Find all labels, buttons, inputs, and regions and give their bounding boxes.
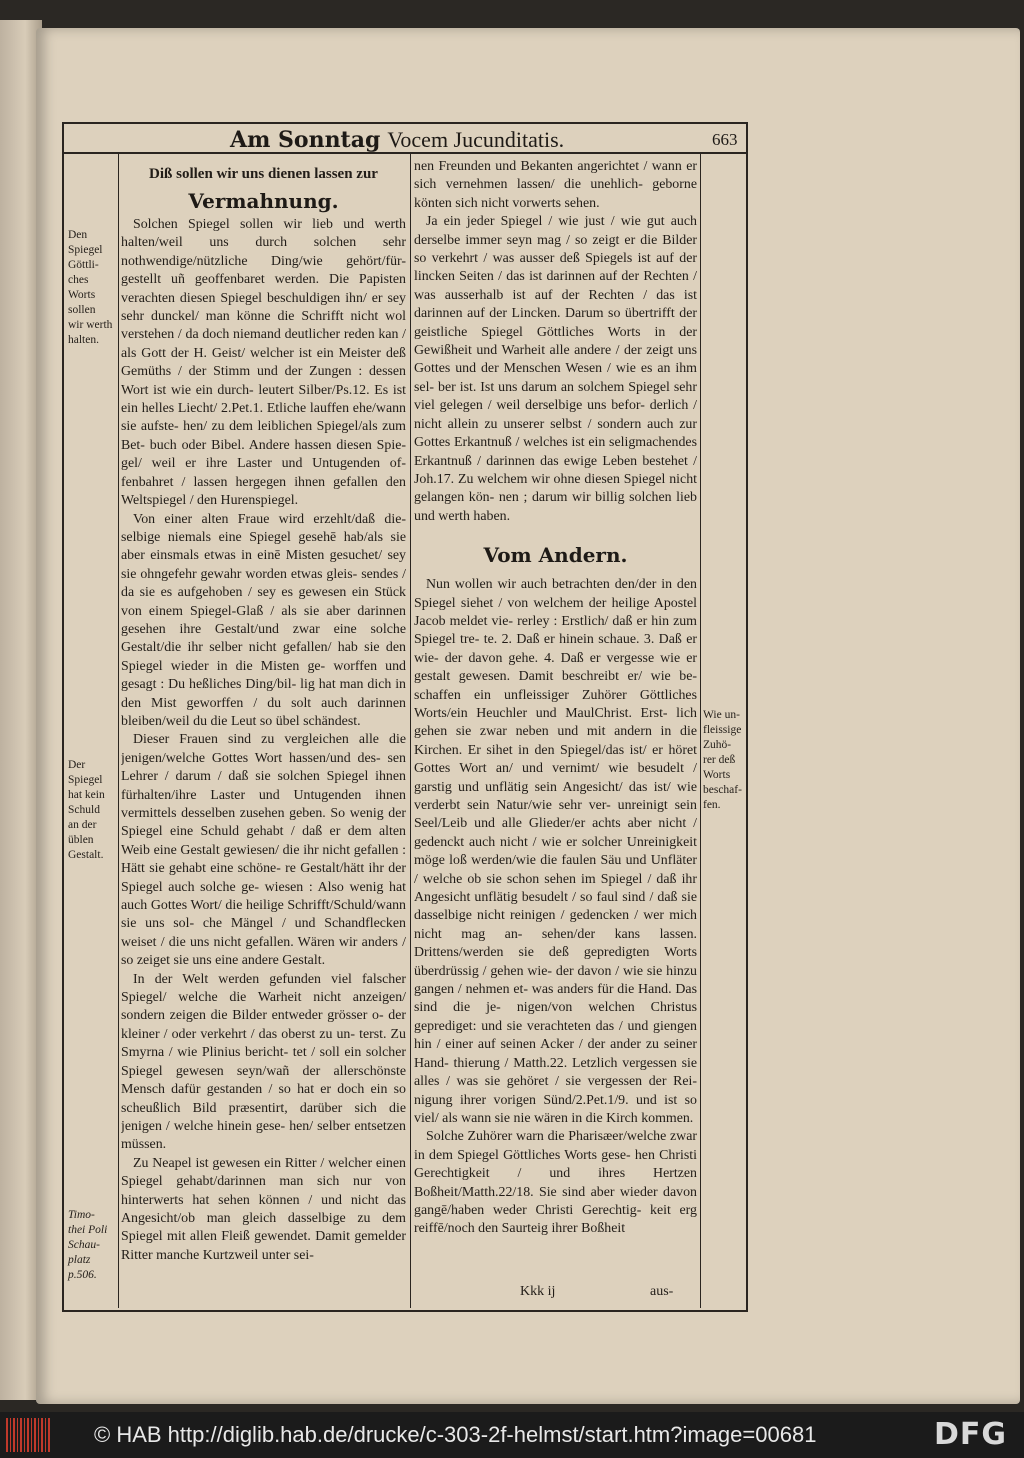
- left-text-column: [121, 162, 406, 1284]
- paragraph: Zu Neapel ist gewesen ein Ritter / welcher einen Spiegel gehabt/darinnen man sich nur von hinterwerts hat sehen können / und nicht das Angesicht/ob man gleich dasselbige zu dem Spiegel mit allen Fleiß gewendet. Damit gemelder Ritter manche Kurtzweil unter sei-: [121, 1155, 406, 1263]
- copyright-url[interactable]: © HAB http://diglib.hab.de/drucke/c-303-2f-helmst/start.htm?image=00681: [94, 1422, 817, 1447]
- right-text-column: [414, 158, 697, 1286]
- section-pre-heading: Diß sollen wir uns dienen lassen zur: [149, 166, 378, 182]
- page-number: 663: [712, 130, 738, 149]
- running-title-blackletter: Am Sonntag: [230, 127, 381, 153]
- left-margin-rule: [118, 154, 119, 1308]
- paragraph: Dieser Frauen sind zu vergleichen alle die jenigen/welche Gottes Wort hassen/und des- sen Lehrer / darum / daß sie solchen Spiegel ihnen fürhalten/ihre Laster und Untugenden ihnen vermittels desselben zusehen geben. So wenig der Spiegel eine Schuld gehabt / daß er dem alten Weib eine Gestalt gewiesen/ die ihr nicht gefallen : Hätt sie gehabt eine schöne- re Gestalt/hätt ihr der Spiegel auch solche ge- wiesen : Also wenig hat auch Gottes Wort/ die heilige Schrifft/Schuld/wann sie uns sol- che Mängel / und Schandflecken weiset / die uns nicht gefallen. Wären wir anders / so zeiget sie uns eine andere Gestalt.: [121, 732, 406, 969]
- catchword: aus-: [650, 1284, 674, 1299]
- column-divider: [410, 154, 411, 1308]
- section-heading-vermahnung: Vermahnung.: [188, 189, 339, 213]
- signature-mark: Kkk ij: [520, 1284, 556, 1299]
- section-heading-vom-andern: Vom Andern.: [483, 543, 628, 568]
- running-title-latin: Vocem Jucunditatis.: [387, 127, 565, 152]
- margin-note-unfleissige-zuhoerer: Wie un- fleissige Zuhö- rer deß Worts beschaf- fen.: [703, 709, 742, 811]
- right-margin-rule: [700, 154, 701, 1308]
- running-title: [230, 126, 710, 154]
- paragraph: Von einer alten Fraue wird erzehlt/daß die- selbige niemals eine Spiegel gesehē hab/als sie aber einsmals etwas in einē Misten gesuchet/ sey sie ohngefehr gewahr worden etwas gleis- sendes / da sie es aufgehoben / sey es gewesen ein Stück von einem Spiegel-Glaß / als sie aber darinnen gesehen ihre Gestalt/und zwar eine solche Gestalt/die ihr selber nicht gefallen/ hab sie den Spiegel wieder in die Misten ge- worffen und gesagt : Du heßliches Ding/bil- lig hat man dich in den Mist geworffen / du solt auch darinnen bleiben/weil du die Leut so übel schändest.: [121, 511, 406, 729]
- paragraph: Nun wollen wir auch betrachten den/der in den Spiegel siehet / von welchem der heilige Apostel Jacob meldet vie- rerley : Erstlich/ daß er hin zum Spiegel tre- te. 2. Daß er hinein schaue. 3. Daß er wie- der davon gehe. 4. Daß er vergesse wie er gestalt gewesen. Damit beschreibt er/ wie be- schaffen ein unfleissiger Zuhörer Göttliches Worts/ein Heuchler und MaulChrist. Erst- lich gehen sie zwar neben und mit andern in die Kirchen. Er sihet in den Spiegel/das ist/ er höret Gottes Wort an/ und vernimt/ wie besudelt / garstig und unflätig sein Angesicht/ das ist/ wie verderbt sein Natur/wie sehr ver- unreinigt sein Seel/Leib und alle Glieder/er achts aber nicht / gedenckt auch nicht / wie er solcher Unreinigkeit möge loß werden/wie die faulen Säu und Unfläter / welche ob sie schon sehen im Spiegel / daß ihr Angesicht unflätig besudelt / so faul sind / daß sie dasselbige nicht reinigen / gedencken / wer mich nicht mag an- sehen/der kans lassen. Drittens/werden sie deß gepredigten Worts überdrüssig / gehen wie- der davon / wie sie hinzu gangen / nehmen et- was anders für die Hand. Das sind die je- nigen/von welchen Christus geprediget: und sie verachteten das / und giengen hin / einer auf seinen Acker / der ander zu seiner Hand- thierung / Matth.22. Letzlich vergessen sie alles / was sie gehöret / sie vergessen der Rei- nigung ihrer vorigen Sünd/2.Pet.1/9. und ist so viel/ als wann sie nie wären in die Kirch kommen.: [414, 577, 697, 1126]
- margin-note-timothei-poli: Timo- thei Poli Schau- platz p.506.: [68, 1209, 108, 1281]
- paragraph: In der Welt werden gefunden viel falscher Spiegel/ welche die Warheit nicht anzeigen/ sondern zeigen die Bilder entweder grösser o- der kleiner / oder verkehrt / das oberst zu un- terst. Zu Smyrna / wie Plinius bericht- tet / soll ein solcher Spiegel gewesen seyn/wañ der allerschönste Mensch dafür gestanden / so hat er doch ein so scheußlich Bild præsentirt, darüber sich die jenigen / welche hinein gese- hen/ selber entsetzen müssen.: [121, 971, 406, 1153]
- dfg-logo: DFG: [934, 1417, 1008, 1452]
- margin-note-spiegel-werth: Den Spiegel Göttli- ches Worts sollen wir werth halten.: [68, 229, 113, 346]
- paragraph: nen Freunden und Bekanten angerichtet / wann er sich vernehmen lassen/ die unehlich- geborne könten sich nicht vorwerts sehen.: [414, 159, 697, 211]
- hab-logo-icon: [6, 1418, 50, 1452]
- margin-note-keine-schuld: Der Spiegel hat kein Schuld an der üblen Gestalt.: [68, 759, 105, 861]
- paragraph: Ja ein jeder Spiegel / wie just / wie gut auch derselbe immer seyn mag / so zeigt er die Bilder so verkehrt / was ausser deß Spiegels ist auf der lincken Seiten / das ist darinnen auf der Rechten / was ausserhalb ist auf der Rechten / das ist darinnen auf der Lincken. Darum so übertrifft der geistliche Spiegel Göttliches Worts in der Gewißheit und Warheit alle andere / der zeigt uns Gottes und der Menschen Wesen / wie es an ihm sel- ber ist. Ist uns darum an solchem Spiegel sehr viel gelegen / weil derselbige uns befor- derlich / nicht allein zu unserer selbst / sondern auch zur Gottes Erkantnuß / welches ist ein seligmachendes Erkantnuß / darinnen das ewige Leben bestehet / Joh.17. Zu welchem wir ohne diesen Spiegel nicht gelangen kön- nen ; darum wir billig solchen lieb und werth haben.: [414, 214, 697, 524]
- paragraph: Solchen Spiegel sollen wir lieb und werth halten/weil uns durch solchen sehr nothwendige/nützliche Ding/wie gehört/für- gestellt uñ geoffenbaret werden. Die Papisten verachten diesen Spiegel beschuldigen ihn/ er sey sehr dunckel/ man könne die Schrifft nicht wol verstehen / da doch niemand deutlicher reden kan / als Gott der H. Geist/ welcher ist ein Meister deß Gemüths / der Stimm und der Zungen : dessen Wort ist wie ein durch- leutert Silber/Ps.12. Es ist ein helles Liecht/ 2.Pet.1. Etliche lauffen ehe/wann sie aufste- hen/ zu dem leiblichen Spiegel/als zum Bet- buch oder Bibel. Andere hassen diesen Spie- gel/ weil er ihre Laster und Untugenden of- fenbahret / lassen hergegen ihnen gefallen den Weltspiegel / den Hurenspiegel.: [121, 217, 406, 509]
- paragraph: Solche Zuhörer warn die Pharisæer/welche zwar in dem Spiegel Göttliches Worts gese- hen Christi Gerechtigkeit / und ihres Hertzen Boßheit/Matth.22/18. Sie sind aber wieder davon gangē/haben weder Christi Gerechtig- keit erg reiffē/noch den Saurteig ihrer Boßheit: [414, 1129, 697, 1237]
